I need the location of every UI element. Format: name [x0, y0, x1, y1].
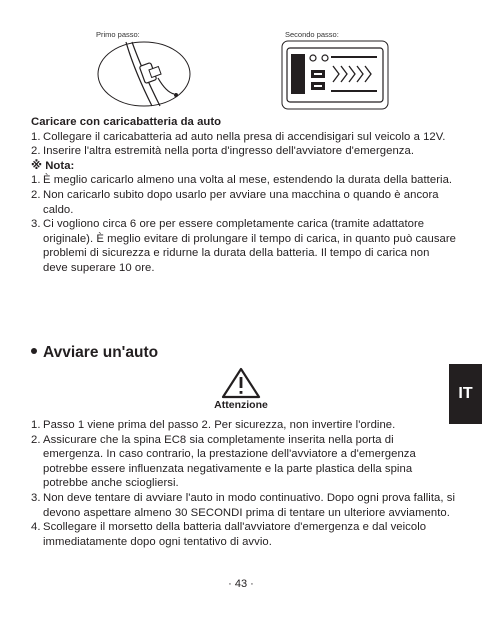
warning-label: Attenzione [214, 399, 268, 411]
list-item: 2. Inserire l'altra estremità nella porta d'ingresso dell'avviatore d'emergenza. [31, 145, 415, 158]
car-socket-illustration [96, 40, 192, 108]
start-car-title: Avviare un'auto [31, 344, 158, 362]
page-number: · 43 · [228, 578, 254, 590]
start-car-steps [31, 418, 456, 549]
list-item: 3. Ci vogliono circa 6 ore per essere completamente carica (tramite adattatore originale). È meglio evitare di prolungare il tempo di carica, in quanto può causare problemi di sicurezza e ridurne la durata della batteria. Il tempo di carica non deve superare 10 ore. [31, 218, 456, 274]
list-item: 2. Non caricarlo subito dopo usarlo per avviare una macchina o quando è ancora caldo. [31, 188, 439, 216]
jump-starter-ports-illustration [281, 40, 389, 110]
note-label: ※ Nota: [31, 159, 75, 172]
charging-section [31, 115, 456, 276]
step1-caption: Primo passo: [96, 30, 140, 39]
bullet-icon [31, 348, 37, 354]
language-tab: IT [449, 364, 482, 424]
warning-triangle-icon [221, 367, 261, 399]
charging-title: Caricare con caricabatteria da auto [31, 116, 222, 128]
list-item: 4. Scollegare il morsetto della batteria dall'avviatore d'emergenza e dal veicolo immediatamente dopo ogni tentativo di avvio. [31, 521, 427, 548]
step2-caption: Secondo passo: [285, 30, 339, 39]
charging-steps [31, 130, 456, 159]
list-item: 2. Assicurare che la spina EC8 sia completamente inserita nella porta di emergenza. In caso contrario, la prestazione dell'avviatore a d'emergenza potrebbe essere influenzata negativamente e la parte plastica della spina potrebbe anche sciogliersi. [31, 433, 416, 490]
note-list [31, 173, 456, 275]
list-item: 1. È meglio caricarlo almeno una volta al mese, estendendo la durata della batteria. [31, 174, 453, 187]
list-item: 3. Non deve tentare di avviare l'auto in modo continuativo. Dopo ogni prova fallita, si devono aspettare almeno 30 SECONDI prima di tentare un ulteriore avviamento. [31, 491, 456, 519]
list-item: 1. Passo 1 viene prima del passo 2. Per sicurezza, non invertire l'ordine. [31, 419, 396, 431]
list-item: 1. Collegare il caricabatteria ad auto nella presa di accendisigari sul veicolo a 12V. [31, 130, 446, 143]
